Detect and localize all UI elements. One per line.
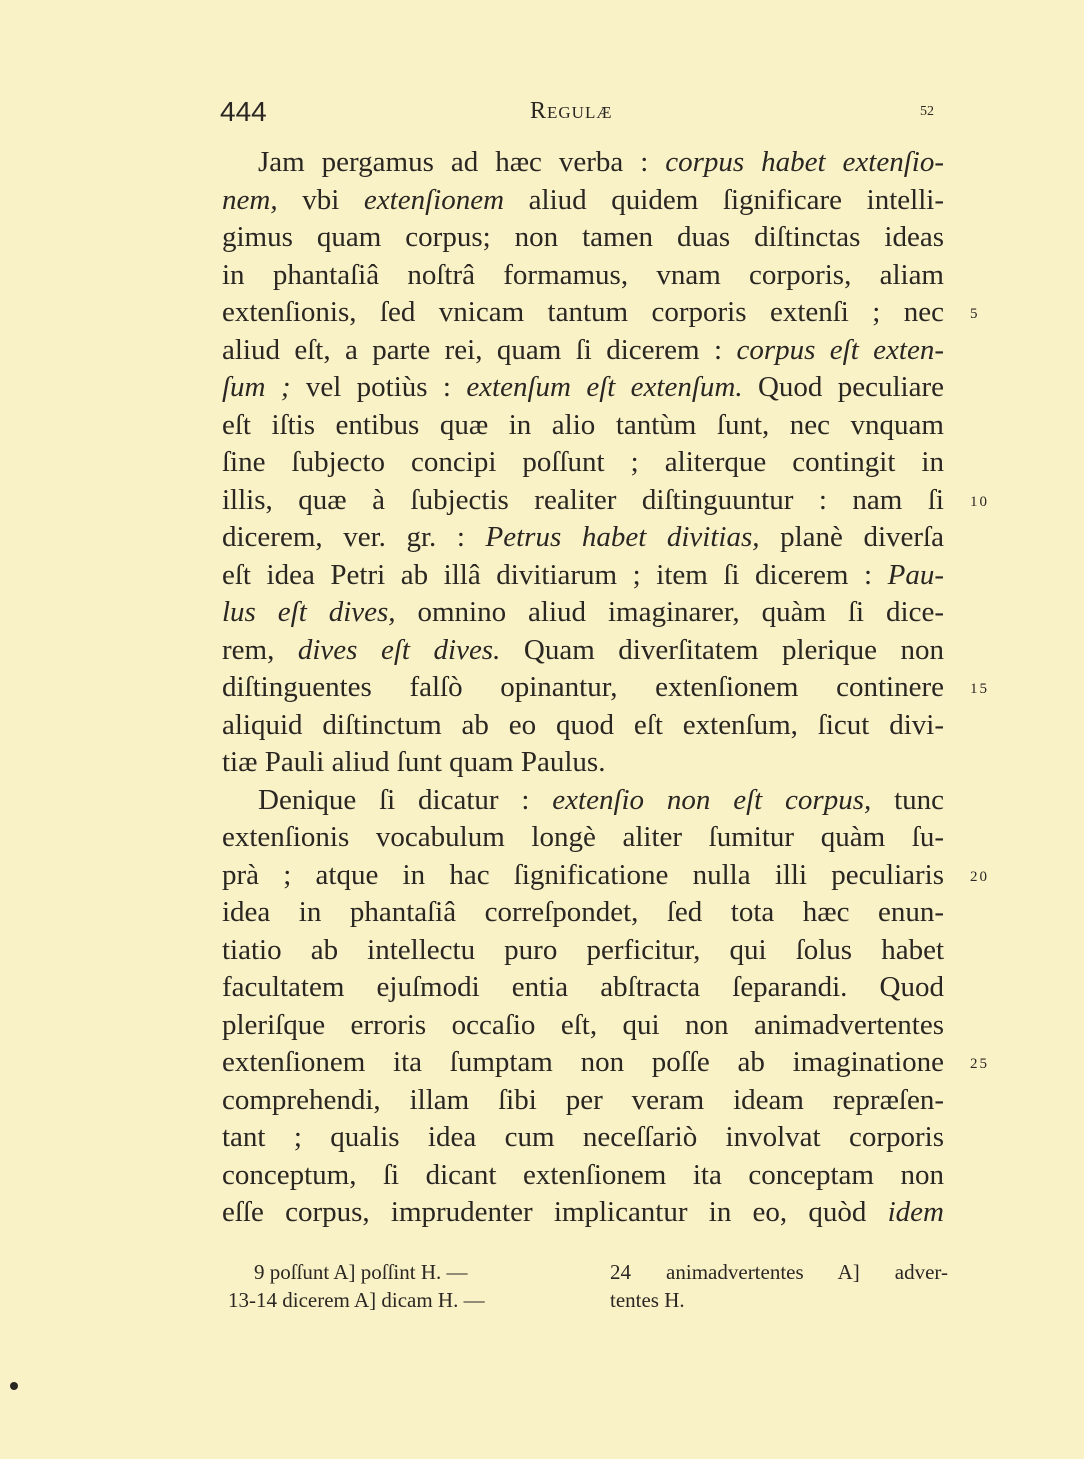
italic-text: corpus eſt exten- — [736, 333, 945, 366]
text-run: tiatio ab intellectu puro perficitur, qui ſolus habet — [222, 933, 944, 966]
line-number: 25 — [970, 1056, 989, 1072]
text-run: extenſionem ita ſumptam non poſſe ab imaginatione — [222, 1046, 944, 1078]
paragraph-1-line — [222, 594, 944, 632]
text-run: Jam pergamus ad hæc verba : — [258, 146, 666, 178]
page-header — [220, 96, 936, 136]
italic-text: extenſio non eſt corpus, — [552, 783, 872, 816]
running-head: Regulæ — [530, 98, 613, 124]
text-run: extenſionis, ſed vnicam tantum corporis extenſi ; nec — [222, 296, 944, 328]
italic-text: nem, — [222, 183, 278, 216]
line-number: 10 — [970, 493, 989, 510]
footnote-line: 13-14 dicerem A] dicam H. — — [228, 1288, 485, 1312]
text-run: vbi — [277, 183, 364, 216]
text-run: dicerem, ver. gr. : — [222, 521, 486, 553]
text-run: comprehendi, illam ſibi per veram ideam repræſen- — [222, 1083, 944, 1116]
italic-text: extenſionem — [363, 183, 505, 216]
line-number: 15 — [970, 681, 989, 697]
paragraph-2-line — [222, 1044, 944, 1082]
italic-text: corpus habet extenſio- — [665, 146, 944, 178]
italic-text: idem — [887, 1196, 944, 1228]
paragraph-1-line — [222, 369, 944, 407]
text-run: tunc — [871, 783, 944, 816]
text-run: aliud eſt, a parte rei, quam ſi dicerem : — [222, 333, 737, 366]
text-run: Quod peculiare — [742, 371, 944, 403]
page-number: 444 — [220, 96, 267, 127]
footnote-line: tentes H. — [610, 1288, 685, 1312]
text-run: pleriſque erroris occaſio eſt, qui non animadvertentes — [222, 1008, 944, 1041]
main-text — [222, 144, 944, 1232]
text-run: Quam diverſitatem plerique non — [500, 633, 944, 666]
text-run: aliquid diſtinctum ab eo quod eſt extenſum, ſicut divi- — [222, 708, 944, 741]
text-run: aliud quidem ſignificare intelli- — [504, 183, 944, 216]
paragraph-2-line — [222, 819, 944, 857]
paragraph-2-line — [222, 1194, 944, 1232]
paragraph-1-line — [222, 407, 944, 445]
paragraph-2-line — [222, 1119, 944, 1157]
paragraph-1-line — [222, 519, 944, 557]
line-number: 5 — [970, 306, 980, 322]
paragraph-2-line — [222, 782, 944, 820]
text-run: tant ; qualis idea cum neceſſariò involvat corporis — [222, 1121, 944, 1153]
italic-text: dives eſt dives. — [297, 633, 501, 666]
text-run: omnino aliud imaginarer, quàm ſi dice- — [395, 596, 945, 628]
paragraph-1-line — [222, 294, 944, 332]
text-run: rem, — [222, 633, 298, 666]
text-run: eſt idea Petri ab illâ divitiarum ; item ſi dicerem : — [222, 558, 888, 591]
text-run: eſſe corpus, imprudenter implicantur in eo, quòd — [222, 1196, 888, 1228]
italic-text: extenſum eſt extenſum. — [466, 371, 743, 403]
line-number: 20 — [970, 868, 989, 885]
footnote-line: 24 animadvertentes A] adver- — [610, 1260, 948, 1284]
text-run: gimus quam corpus; non tamen duas diſtinctas ideas — [222, 221, 944, 253]
text-run: idea in phantaſiâ correſpondet, ſed tota hæc enun- — [222, 896, 944, 928]
text-run: Denique ſi dicatur : — [258, 783, 553, 816]
paragraph-1-line — [222, 219, 944, 257]
text-run: eſt iſtis entibus quæ in alio tantùm ſunt, nec vnquam — [222, 408, 944, 441]
text-run: vel potiùs : — [290, 371, 467, 403]
italic-text: Pau- — [887, 558, 944, 591]
text-run: diſtinguentes falſò opinantur, extenſionem continere — [222, 671, 944, 703]
paragraph-1-line — [222, 332, 944, 370]
text-run: planè diverſa — [759, 521, 944, 553]
paragraph-1-line — [222, 632, 944, 670]
paragraph-1-line — [222, 669, 944, 707]
paragraph-2-line — [222, 894, 944, 932]
paragraph-2-line — [222, 932, 944, 970]
text-run: tiæ Pauli aliud ſunt quam Paulus. — [222, 746, 606, 778]
paragraph-1-line — [222, 444, 944, 482]
sheet-number: 52 — [920, 104, 934, 119]
paragraph-1-line — [222, 707, 944, 745]
footnote-column-left — [228, 1258, 485, 1314]
paragraph-2-line — [222, 1157, 944, 1195]
paragraph-1-line — [222, 557, 944, 595]
text-run: extenſionis vocabulum longè aliter ſumitur quàm ſu- — [222, 821, 944, 853]
italic-text: lus eſt dives, — [222, 596, 396, 628]
text-run: ſine ſubjecto concipi poſſunt ; aliterque contingit in — [222, 446, 944, 478]
margin-dot — [10, 1382, 18, 1390]
footnote-line: 9 poſſunt A] poſſint H. — — [254, 1260, 468, 1284]
italic-text: ſum ; — [222, 371, 291, 403]
text-run: conceptum, ſi dicant extenſionem ita conceptam non — [222, 1158, 944, 1191]
paragraph-1-line — [222, 144, 944, 182]
paragraph-1-line — [222, 482, 944, 520]
text-run: prà ; atque in hac ſignificatione nulla illi peculiaris — [222, 858, 944, 891]
paragraph-1-line — [222, 257, 944, 295]
paragraph-2-line — [222, 857, 944, 895]
text-run: in phantaſiâ noſtrâ formamus, vnam corporis, aliam — [222, 258, 944, 291]
footnote-column-right — [610, 1258, 948, 1314]
paragraph-1-line — [222, 182, 944, 220]
text-run: illis, quæ à ſubjectis realiter diſtinguuntur : nam ſi — [222, 483, 944, 516]
italic-text: Petrus habet divitias, — [485, 521, 760, 553]
paragraph-2-line — [222, 1007, 944, 1045]
paragraph-2-line — [222, 1082, 944, 1120]
text-run: facultatem ejuſmodi entia abſtracta ſeparandi. Quod — [222, 971, 944, 1003]
paragraph-1-line — [222, 744, 944, 782]
paragraph-2-line — [222, 969, 944, 1007]
